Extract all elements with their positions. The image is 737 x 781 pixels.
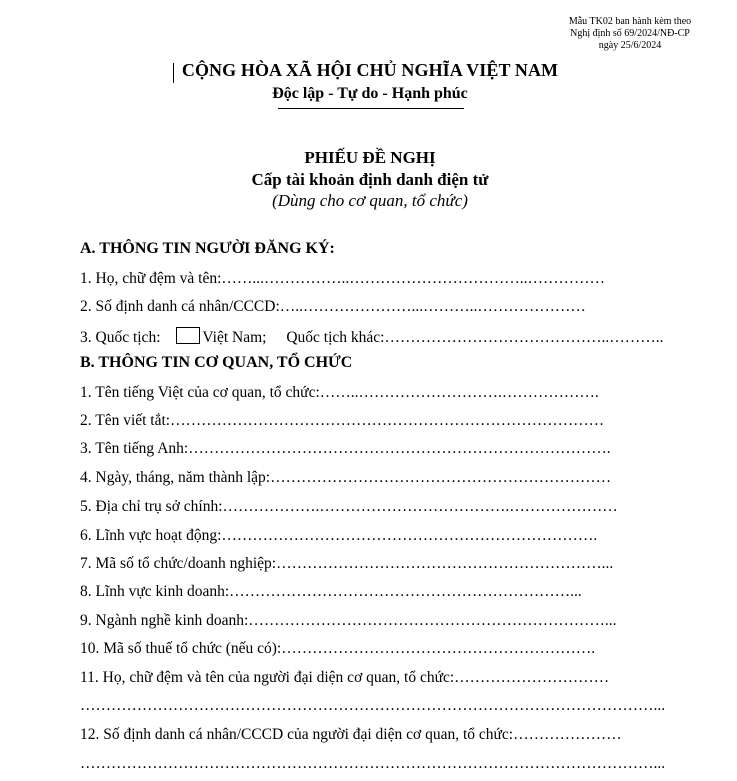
field-field-of-operation[interactable]: 6. Lĩnh vực hoạt động:………………………………………………………………. xyxy=(80,527,598,544)
vietnam-option-label: Việt Nam; xyxy=(202,329,267,346)
field-representative-id[interactable]: 12. Số định danh cá nhân/CCCD của người đại diện cơ quan, tổ chức:………………… xyxy=(80,726,622,743)
form-title: PHIẾU ĐỀ NGHỊ xyxy=(304,148,436,167)
field-headquarters-address[interactable]: 5. Địa chỉ trụ sở chính:……………….……………………………….………………… xyxy=(80,498,618,515)
section-b-heading: B. THÔNG TIN CƠ QUAN, TỔ CHỨC xyxy=(80,354,353,371)
decree-note-line-1: Mẫu TK02 ban hành kèm theo xyxy=(568,16,692,27)
other-nationality-field[interactable]: Quốc tịch khác:……………………………………..……….. xyxy=(286,329,664,346)
field-business-line[interactable]: 9. Ngành nghề kinh doanh:……………………………………………………………... xyxy=(80,612,617,629)
field-representative-name[interactable]: 11. Họ, chữ đệm và tên của người đại diện cơ quan, tổ chức:………………………… xyxy=(80,669,610,686)
field-personal-id[interactable]: 2. Số định danh cá nhân/CCCD:…..…………………...………..………………… xyxy=(80,298,586,315)
decree-note-line-3: ngày 25/6/2024 xyxy=(598,40,662,51)
field-tax-code[interactable]: 10. Mã số thuế tổ chức (nếu có):……………………………………………………. xyxy=(80,640,596,657)
section-a-heading: A. THÔNG TIN NGƯỜI ĐĂNG KÝ: xyxy=(80,240,335,257)
national-title: CỘNG HÒA XÃ HỘI CHỦ NGHĨA VIỆT NAM xyxy=(181,60,559,80)
field-org-short-name[interactable]: 2. Tên viết tắt:………………………………………………………………………… xyxy=(80,412,605,429)
field-business-field[interactable]: 8. Lĩnh vực kinh doanh:…………………………………………………………... xyxy=(80,583,582,600)
field-full-name[interactable]: 1. Họ, chữ đệm và tên:……...……………..……………………………..…………… xyxy=(80,270,606,287)
field-org-code[interactable]: 7. Mã số tổ chức/doanh nghiệp:………………………………………………………... xyxy=(80,555,614,572)
field-org-english-name[interactable]: 3. Tên tiếng Anh:………………………………………………………………………. xyxy=(80,440,611,457)
field-org-vietnamese-name[interactable]: 1. Tên tiếng Việt của cơ quan, tổ chức:……..……………………….………………. xyxy=(80,384,599,401)
field-nationality xyxy=(80,327,663,347)
form-usage-note: (Dùng cho cơ quan, tổ chức) xyxy=(272,191,468,210)
nationality-label: 3. Quốc tịch: xyxy=(80,329,161,346)
national-motto: Độc lập - Tự do - Hạnh phúc xyxy=(272,85,468,102)
vietnam-checkbox[interactable] xyxy=(176,327,200,344)
motto-underline xyxy=(278,108,464,109)
decree-reference-note xyxy=(560,16,700,52)
decree-note-line-2: Nghị định số 69/2024/NĐ-CP xyxy=(570,28,690,39)
form-subtitle: Cấp tài khoản định danh điện tử xyxy=(251,170,489,189)
field-representative-name-continued[interactable]: …………………………………………………………………………………………………... xyxy=(80,697,666,714)
field-representative-id-continued[interactable]: …………………………………………………………………………………………………... xyxy=(80,755,666,772)
field-founding-date[interactable]: 4. Ngày, tháng, năm thành lập:………………………………………………………… xyxy=(80,469,612,486)
